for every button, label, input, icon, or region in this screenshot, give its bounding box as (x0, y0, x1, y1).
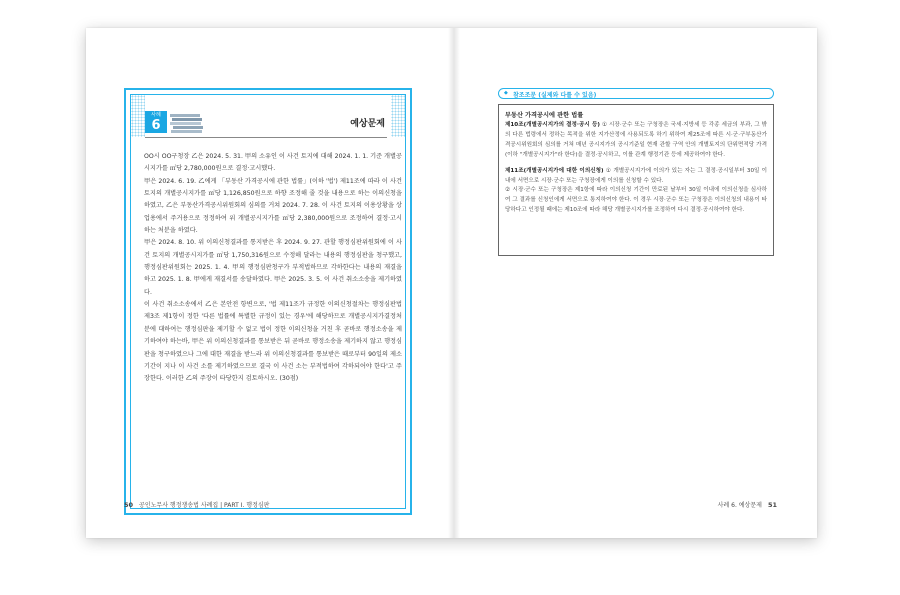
case-number-badge (145, 111, 167, 133)
diamond-bullet-icon: ◆ (504, 90, 508, 96)
article-11 (505, 167, 767, 217)
left-page-number: 50 (124, 501, 134, 509)
dot-pattern-right (391, 95, 405, 137)
article-10 (505, 121, 767, 161)
book-stack-icon (170, 113, 204, 133)
reference-label: 참조조문 (실제와 다를 수 있음) (513, 92, 597, 99)
case-paragraph: 이 사건 취소소송에서 乙은 본안전 항변으로, '법 제11조가 규정한 이의신청절차는 행정심판법 제3조 제1항이 정한 '다른 법률에 특별한 규정이 있는 경우'에 해당하므로 개별공시지가결정처분에 대하여는 행정심판을 제기할 수 없고 법이 정한 이의신청을 거친 후 곧바로 행정소송을 제기하여야 하는바, 甲은 위 이의신청결과를 통보받은 뒤 곧바로 행정소송을 제기하지 않고 행정심판을 청구하였으나 그에 대한 재결을 받느라 위 이의신청결과를 통보받은 때로부터 90일의 제소기간이 지나 이 사건 소를 제기하였으므로 결국 이 사건 소는 부적법하여 각하되어야 한다'고 주장한다. 이러한 乙의 주장이 타당한지 검토하시오. (30점) (144, 301, 402, 383)
right-running-head: 사례 6. 예상문제 (717, 502, 762, 509)
case-box-inner (130, 94, 406, 509)
case-header (145, 111, 387, 138)
case-tag-small: 사례 (151, 112, 161, 118)
left-page (86, 28, 452, 538)
reference-header (498, 88, 774, 99)
dot-pattern-left (131, 95, 145, 137)
left-folio (124, 500, 269, 509)
open-book-spread (86, 28, 817, 538)
right-folio (718, 500, 777, 509)
article-title: 제11조(개별공시지가에 대한 이의신청) (505, 167, 604, 174)
law-title: 부동산 가격공시에 관한 법률 (505, 112, 584, 119)
case-paragraph: 甲은 2024. 6. 19. 乙에게 「부동산 가격공시에 관한 법률」(이하 '법') 제11조에 따라 이 사건 토지의 개별공시지가를 ㎡당 1,126,850원으로 하향 조정해 줄 것을 내용으로 하는 이의신청을 하였고, 乙은 부동산가격공시위원회의 심의를 거쳐 2024. 7. 28. 이 사건 토지의 이용상황을 상업용에서 주거용으로 정정하여 위 개별공시지가를 ㎡당 2,380,000원으로 조정하여 결정·고시하는 처분을 하였다. (144, 177, 402, 235)
article-title: 제10조(개별공시지가의 결정·공시 등) (505, 122, 600, 128)
right-page (452, 28, 817, 538)
article-text: ① 시장·군수 또는 구청장은 국세·지방세 등 각종 세금의 부과, 그 밖의 다른 법령에서 정하는 목적을 위한 지가산정에 사용되도록 하기 위하여 제25조에 따른 시·군·구부동산가격공시위원회의 심의를 거쳐 매년 공시지가의 공시기준일 현재 관할 구역 안의 개별토지의 단위면적당 가격(이하 "개별공시지가"라 한다)을 결정·공시하고, 이를 관계 행정기관 등에 제공하여야 한다. (505, 122, 767, 158)
case-paragraph: 甲은 2024. 8. 10. 위 이의신청결과를 통지받은 후 2024. 9. 27. 관할 행정심판위원회에 이 사건 토지의 개별공시지가를 ㎡당 1,750,316원으로 수정해 달라는 내용의 행정심판을 청구했고, 행정심판위원회는 2025. 1. 4. 甲의 행정심판청구가 부적법하므로 각하한다는 내용의 재결을 하고 2025. 1. 8. 甲에게 재결서를 송달하였다. 甲은 2025. 3. 5. 이 사건 취소소송을 제기하였다. (144, 239, 402, 296)
case-body (144, 151, 402, 386)
reference-box (498, 104, 774, 256)
case-paragraph: OO시 OO구청장 乙은 2024. 5. 31. 甲의 소유인 이 사건 토지에 대해 2024. 1. 1. 기준 개별공시지가를 ㎡당 2,780,000원으로 결정·고시했다. (144, 153, 402, 173)
case-title: 예상문제 (350, 119, 385, 129)
case-box (124, 88, 412, 515)
article-text: ② 시장·군수 또는 구청장은 제1항에 따라 이의신청 기간이 만료된 날부터 30일 이내에 이의신청을 심사하여 그 결과를 신청인에게 서면으로 통지하여야 한다. 이 경우 시장·군수 또는 구청장은 이의신청의 내용이 타당하다고 인정될 때에는 제10조에 따라 해당 개별공시지가를 조정하여 다시 결정·공시하여야 한다. (505, 187, 767, 214)
right-page-number: 51 (767, 501, 777, 509)
article-text: ① 개별공시지가에 이의가 있는 자는 그 결정·공시일부터 30일 이내에 서면으로 시장·군수 또는 구청장에게 이의를 신청할 수 있다. (505, 167, 767, 184)
case-number: 6 (151, 118, 161, 133)
left-running-head: 공인노무사 행정쟁송법 사례집 | PART Ⅰ. 행정심판 (139, 502, 270, 509)
